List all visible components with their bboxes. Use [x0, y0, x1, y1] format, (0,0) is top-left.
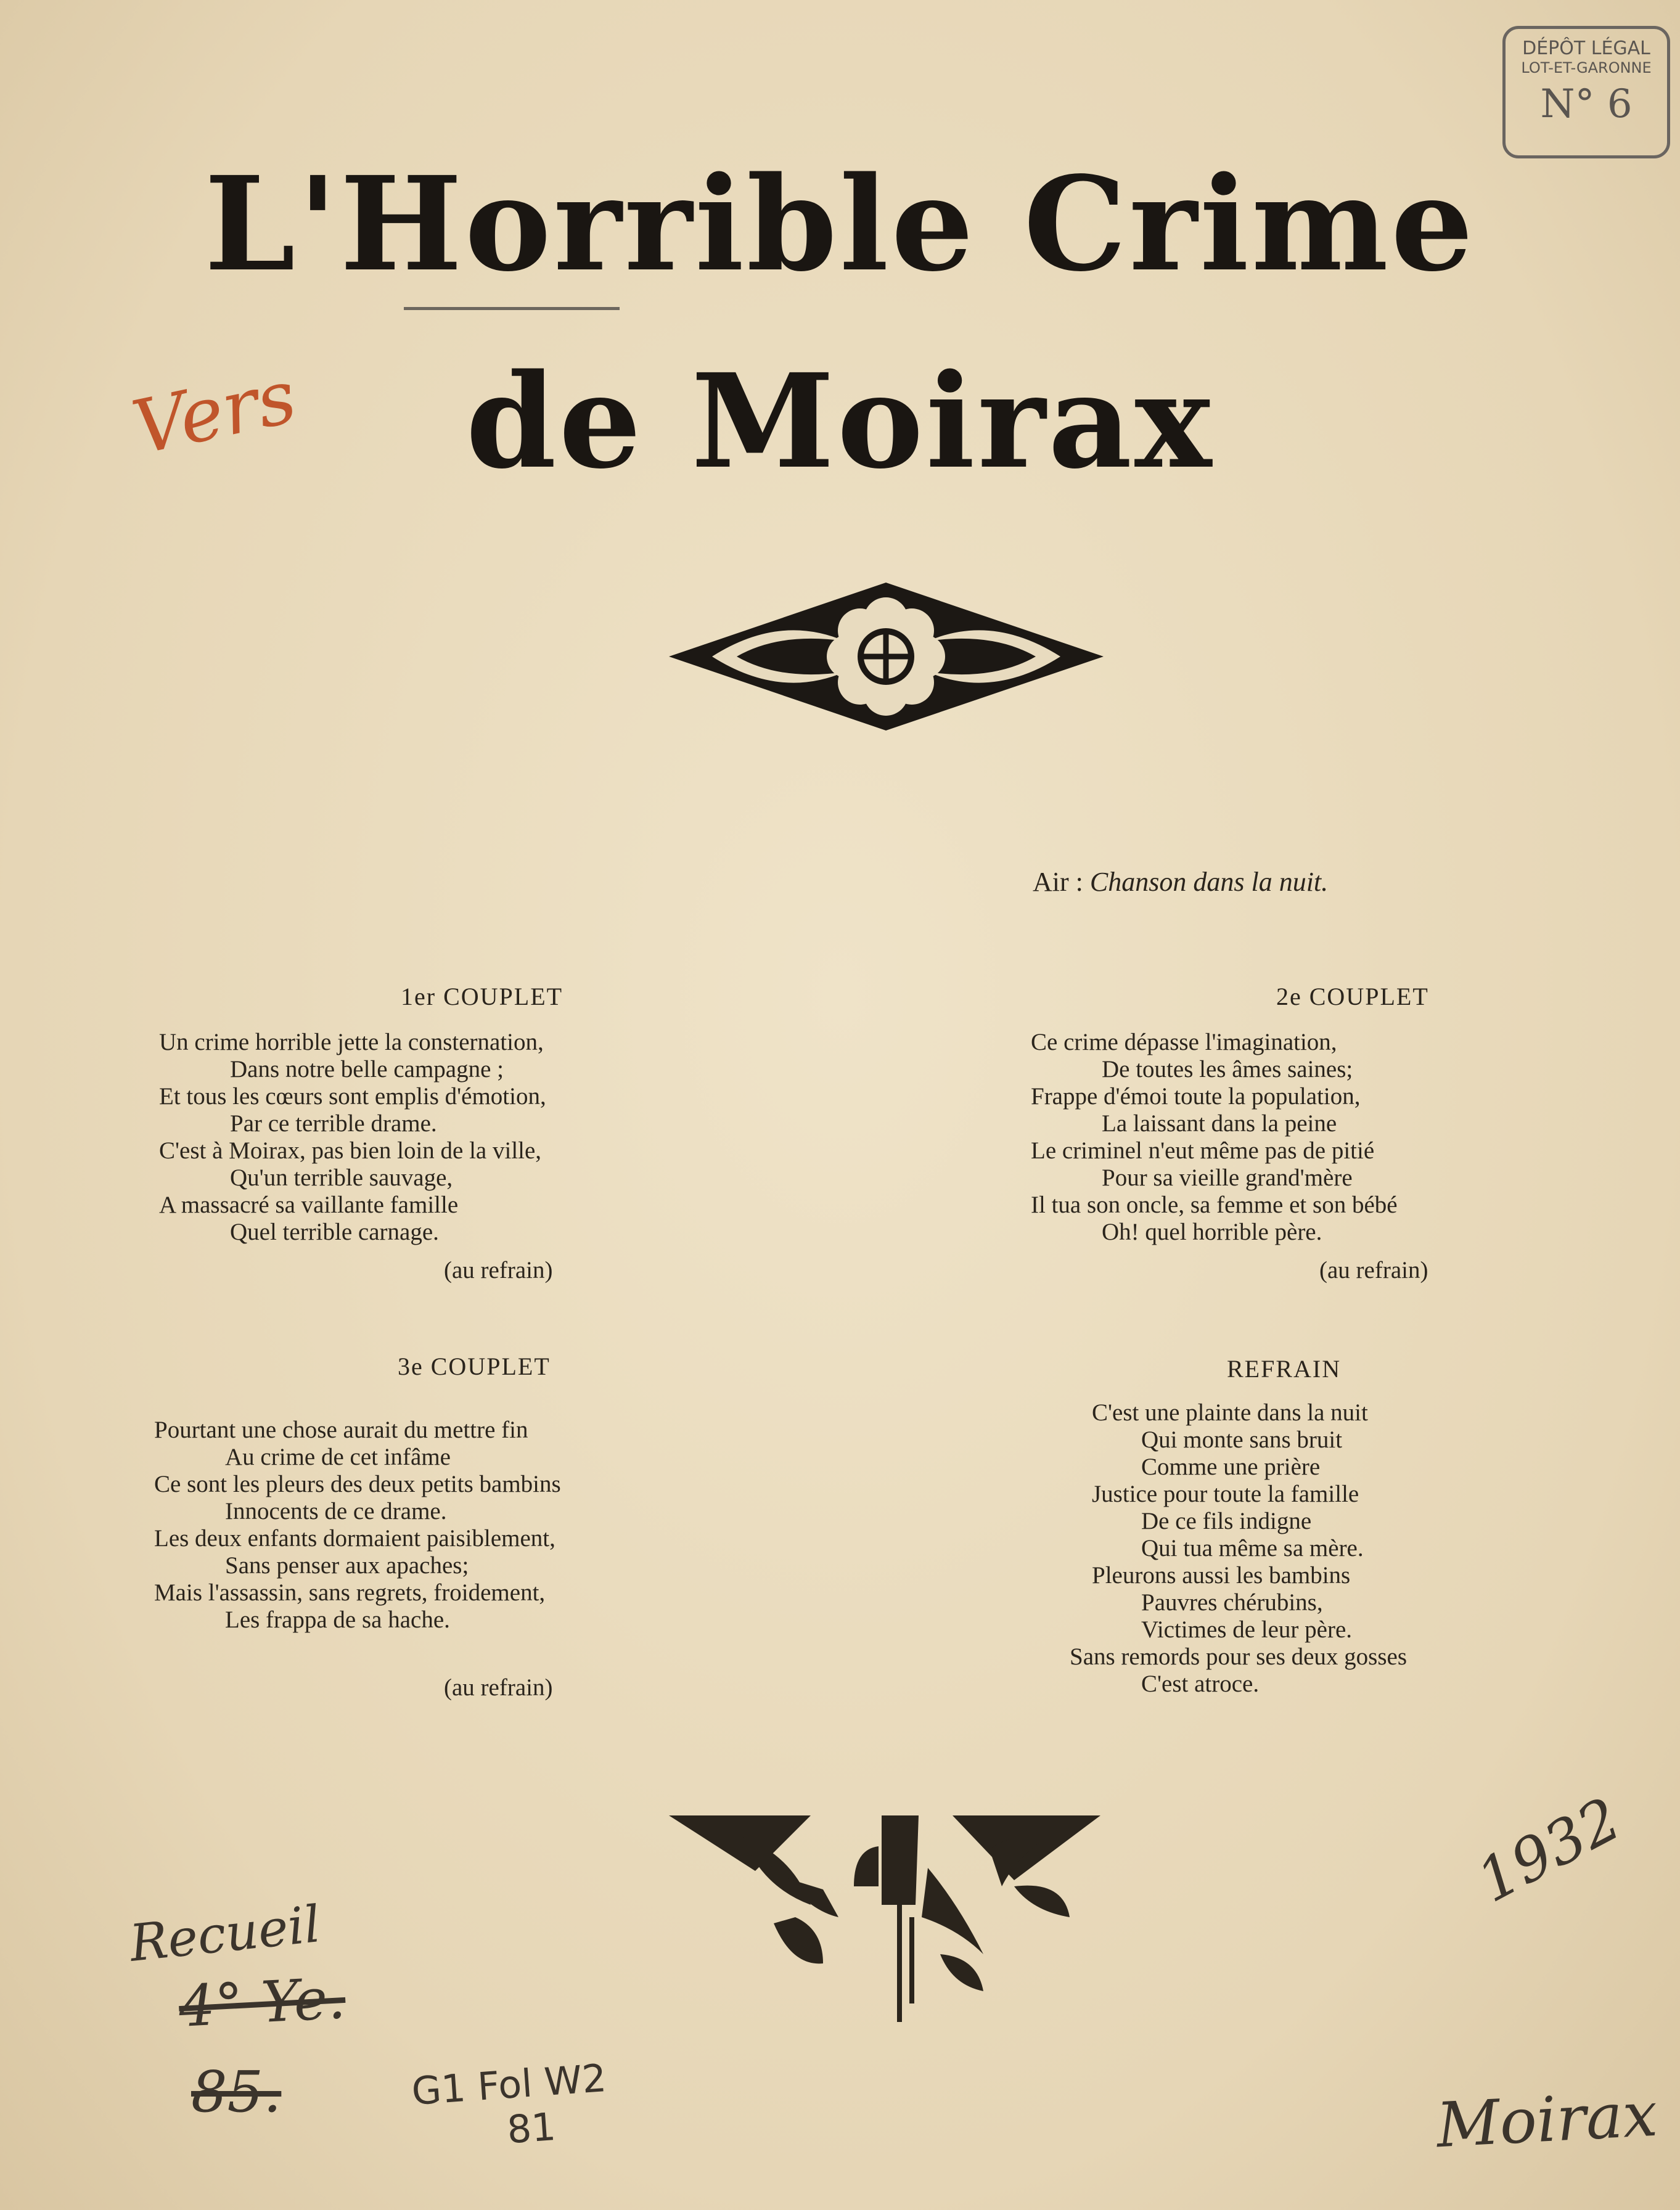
couplet-3-heading: 3e COUPLET: [398, 1353, 551, 1380]
verse-line: C'est atroce.: [1141, 1671, 1260, 1697]
red-pencil-mark: Vers: [125, 353, 304, 472]
verse-line: Oh! quel horrible père.: [1102, 1219, 1322, 1245]
verse-line: Pour sa vieille grand'mère: [1102, 1164, 1353, 1191]
handwritten-struck-number: 85.: [191, 2059, 282, 2125]
verse-line: Ce sont les pleurs des deux petits bambins: [154, 1471, 561, 1497]
verse-line: Au crime de cet infâme: [225, 1444, 451, 1470]
stamp-number: N° 6: [1540, 81, 1633, 127]
pencil-shelfmark-line-2: 81: [506, 2104, 557, 2153]
verse-line: Pourtant une chose aurait du mettre fin: [154, 1417, 528, 1443]
verse-line: De toutes les âmes saines;: [1102, 1056, 1353, 1082]
verse-line: Pauvres chérubins,: [1141, 1589, 1323, 1616]
refrain-heading: REFRAIN: [1227, 1355, 1342, 1383]
verse-line: Un crime horrible jette la consternation,: [159, 1029, 544, 1055]
verse-line: Qu'un terrible sauvage,: [230, 1164, 453, 1191]
verse-line: Mais l'assassin, sans regrets, froidement,: [154, 1579, 546, 1606]
verse-line: Par ce terrible drame.: [230, 1110, 437, 1137]
verse-line: C'est à Moirax, pas bien loin de la ville,: [159, 1137, 542, 1164]
verse-line: Innocents de ce drame.: [225, 1498, 447, 1524]
air-tune: Chanson dans la nuit.: [1089, 867, 1329, 897]
verse-line: Et tous les cœurs sont emplis d'émotion,: [159, 1083, 546, 1110]
verse-line: Sans penser aux apaches;: [225, 1552, 469, 1579]
verse-line: Pleurons aussi les bambins: [1092, 1562, 1351, 1589]
verse-line: Victimes de leur père.: [1141, 1616, 1353, 1643]
tune-indication: [1033, 866, 1328, 898]
title-line-1: L'Horrible Crime: [204, 148, 1476, 300]
verse-line: Qui tua même sa mère.: [1141, 1535, 1364, 1561]
verse-line: Les frappa de sa hache.: [225, 1606, 450, 1633]
couplet-1-verse: [159, 1029, 546, 1246]
title-line-2: de Moirax: [465, 345, 1215, 497]
legal-deposit-stamp: [1502, 26, 1670, 158]
verse-line: Sans remords pour ses deux gosses: [1070, 1643, 1408, 1670]
handwritten-recueil: Recueil: [126, 1895, 324, 1973]
stamp-line-1: DÉPÔT LÉGAL: [1522, 38, 1650, 59]
verse-line: La laissant dans la peine: [1102, 1110, 1337, 1137]
couplet-1-heading: 1er COUPLET: [401, 983, 563, 1010]
rosette-ornament: [669, 583, 1104, 731]
couplet-2-refrain-note: (au refrain): [1319, 1257, 1428, 1283]
verse-line: Ce crime dépasse l'imagination,: [1031, 1029, 1337, 1055]
verse-line: De ce fils indigne: [1141, 1508, 1312, 1534]
verse-line: Justice pour toute la famille: [1092, 1481, 1359, 1507]
verse-line: A massacré sa vaillante famille: [159, 1192, 459, 1218]
verse-line: C'est une plainte dans la nuit: [1092, 1399, 1368, 1426]
couplet-2-heading: 2e COUPLET: [1276, 983, 1429, 1010]
verse-line: Comme une prière: [1141, 1454, 1321, 1480]
couplet-2-verse: [1031, 1029, 1398, 1246]
handwritten-year: 1932: [1466, 1784, 1632, 1916]
couplet-3-verse: [154, 1417, 561, 1634]
verse-line: Frappe d'émoi toute la population,: [1031, 1083, 1361, 1110]
couplet-3-refrain-note: (au refrain): [444, 1674, 553, 1701]
handwritten-struck-shelfmark: 4° Ye.: [177, 1965, 347, 2040]
pencil-shelfmark-line-1: G1 Fol W2: [410, 2055, 608, 2114]
verse-line: Quel terrible carnage.: [230, 1219, 439, 1245]
verse-line: Qui monte sans bruit: [1141, 1426, 1343, 1453]
air-label: Air :: [1033, 867, 1083, 897]
handwritten-place: Moirax: [1435, 2077, 1660, 2162]
art-deco-ornament: [669, 1812, 1100, 2025]
verse-line: Le criminel n'eut même pas de pitié: [1031, 1137, 1375, 1164]
stamp-line-2: LOT-ET-GARONNE: [1521, 59, 1652, 76]
verse-line: Les deux enfants dormaient paisiblement,: [154, 1525, 555, 1552]
pencil-shelfmark: [410, 2055, 611, 2159]
title-underline: [404, 307, 620, 310]
verse-line: Il tua son oncle, sa femme et son bébé: [1031, 1192, 1398, 1218]
refrain-verse: [1070, 1399, 1407, 1698]
verse-line: Dans notre belle campagne ;: [230, 1056, 504, 1082]
couplet-1-refrain-note: (au refrain): [444, 1257, 553, 1283]
